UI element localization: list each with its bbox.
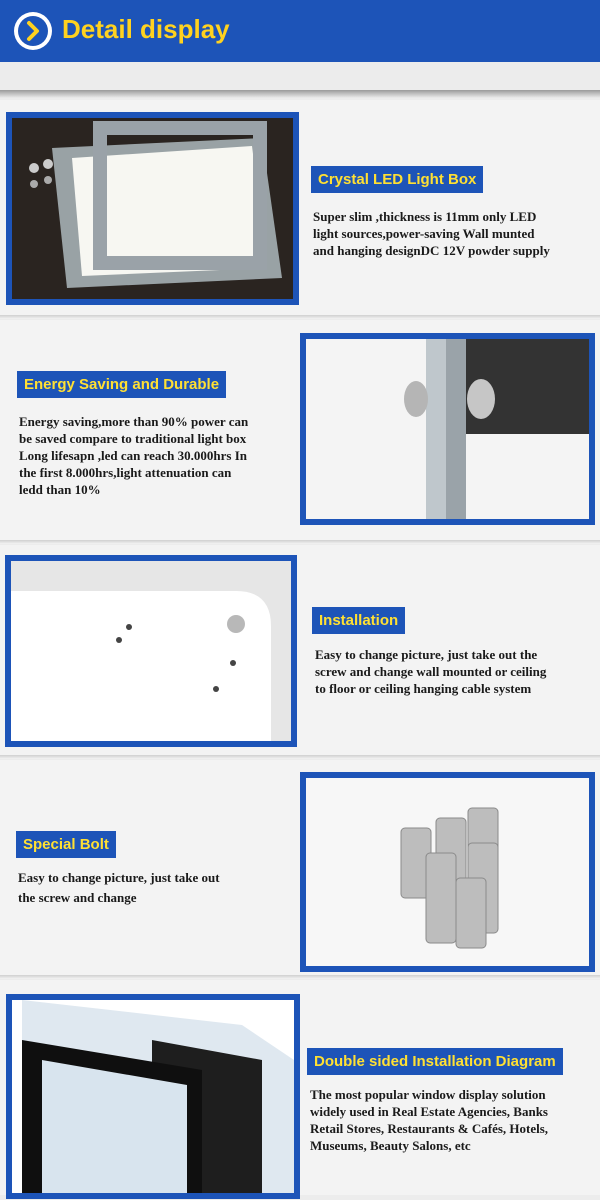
divider [0, 975, 600, 979]
description-line: screw and change wall mounted or ceiling [315, 664, 547, 679]
description-line: widely used in Real Estate Agencies, Banks [310, 1104, 548, 1119]
description-line: Easy to change picture, just take out the [315, 647, 538, 662]
divider [0, 755, 600, 759]
divider [0, 90, 600, 98]
section-description [315, 646, 546, 697]
description-line: ledd than 10% [19, 482, 101, 497]
divider [0, 540, 600, 544]
section-label: Installation [312, 607, 405, 634]
section-label: Special Bolt [16, 831, 116, 858]
section-energy-saving [0, 320, 600, 540]
section-description [18, 868, 220, 908]
section-description [313, 208, 550, 259]
section-label: Energy Saving and Durable [17, 371, 226, 398]
light-box-image [6, 112, 299, 305]
description-line: light sources,power-saving Wall munted [313, 226, 535, 241]
divider [0, 315, 600, 319]
description-line: Easy to change picture, just take out [18, 870, 220, 885]
standoff-image [300, 333, 595, 525]
double-sided-image [6, 994, 300, 1199]
chevron-right-icon [14, 12, 52, 50]
section-description [310, 1086, 548, 1154]
section-installation [0, 545, 600, 755]
bolt-image [300, 772, 595, 972]
section-crystal-led [0, 100, 600, 315]
description-line: be saved compare to traditional light box [19, 431, 247, 446]
description-line: Super slim ,thickness is 11mm only LED [313, 209, 537, 224]
section-label: Crystal LED Light Box [311, 166, 483, 193]
description-line: the screw and change [18, 890, 137, 905]
description-line: The most popular window display solution [310, 1087, 546, 1102]
description-line: Long lifesapn ,led can reach 30.000hrs In [19, 448, 248, 463]
description-line: to floor or ceiling hanging cable system [315, 681, 532, 696]
description-line: Museums, Beauty Salons, etc [310, 1138, 471, 1153]
description-line: Retail Stores, Restaurants & Cafés, Hotels, [310, 1121, 549, 1136]
page-title: Detail display [62, 14, 230, 44]
section-special-bolt [0, 760, 600, 975]
description-line: the first 8.000hrs,light attenuation can [19, 465, 232, 480]
header-banner [0, 0, 600, 62]
description-line: and hanging designDC 12V powder supply [313, 243, 550, 258]
installation-image [5, 555, 297, 747]
section-description [19, 413, 248, 498]
section-label: Double sided Installation Diagram [307, 1048, 563, 1075]
section-double-sided [0, 980, 600, 1195]
description-line: Energy saving,more than 90% power can [19, 414, 249, 429]
